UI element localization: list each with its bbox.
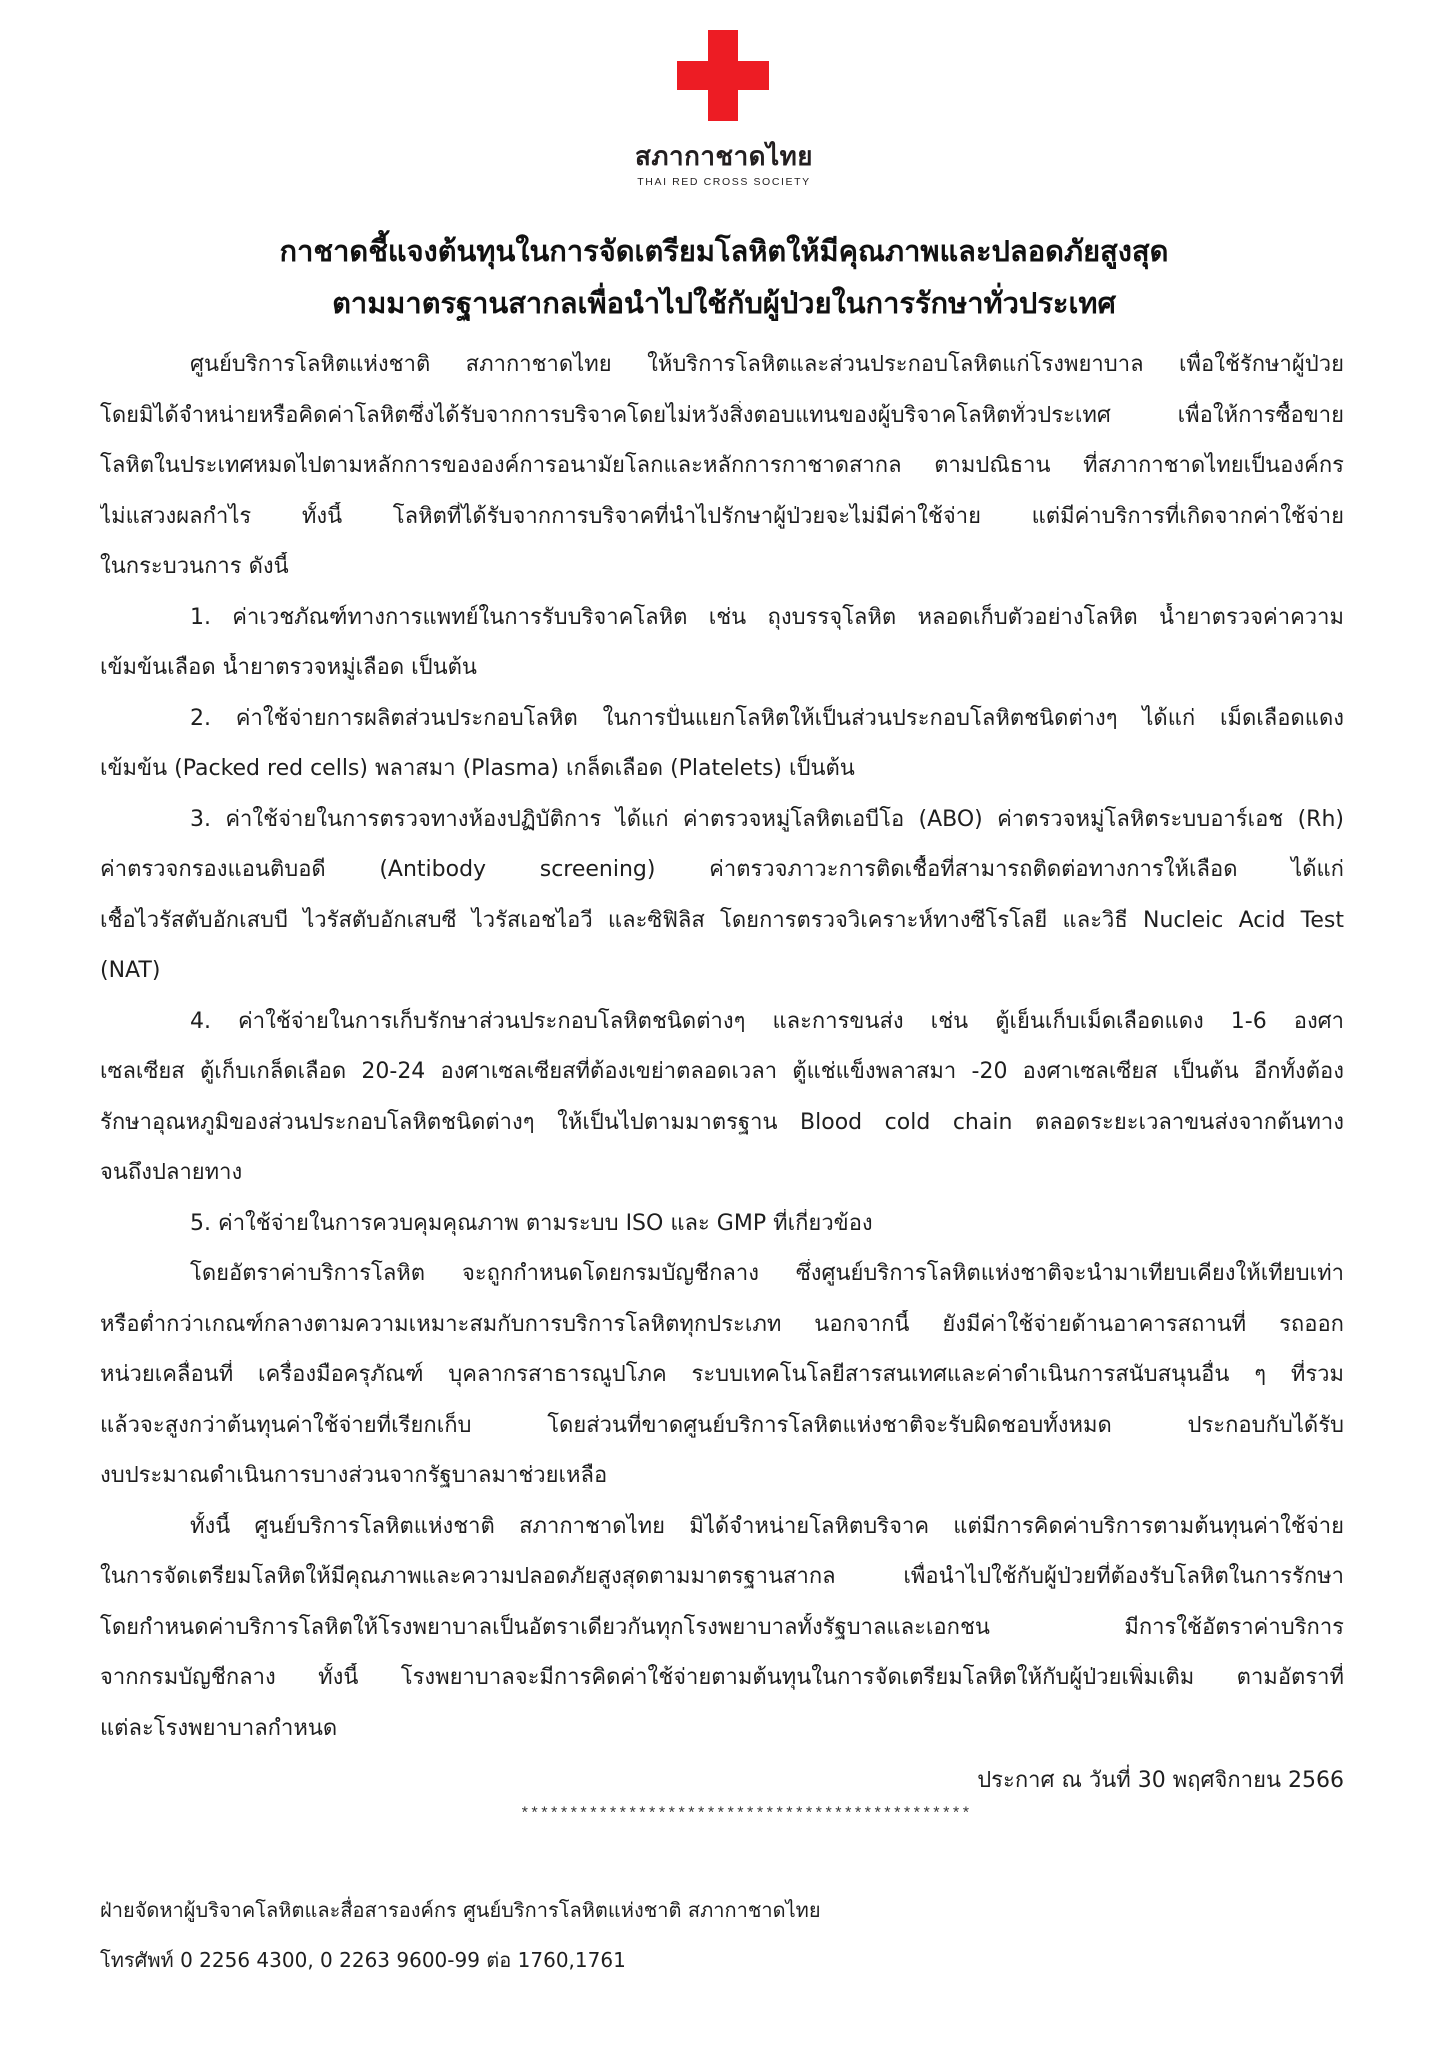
paragraph-line: จากกรมบัญชีกลาง ทั้งนี้ โรงพยาบาลจะมีการคิดค่าใช้จ่ายตามต้นทุนในการจัดเตรียมโลหิตให้กับผู้ป่วยเพิ่มเติม ตามอัตราที่ — [100, 1665, 1344, 1690]
footer-department: ฝ่ายจัดหาผู้บริจาคโลหิตและสื่อสารองค์กร ศูนย์บริการโลหิตแห่งชาติ สภากาชาดไทย — [100, 1898, 821, 1922]
footer-phone: โทรศัพท์ 0 2256 4300, 0 2263 9600-99 ต่อ 1760,1761 — [100, 1948, 626, 1972]
list-item-line: 4. ค่าใช้จ่ายในการเก็บรักษาส่วนประกอบโลหิตชนิดต่างๆ และการขนส่ง เช่น ตู้เย็นเก็บเม็ดเลือดแดง 1-6 องศา — [190, 1009, 1344, 1034]
document-title-line-2: ตามมาตรฐานสากลเพื่อนำไปใช้กับผู้ป่วยในการรักษาทั่วประเทศ — [332, 286, 1116, 320]
paragraph-line: แล้วจะสูงกว่าต้นทุนค่าใช้จ่ายที่เรียกเก็บ โดยส่วนที่ขาดศูนย์บริการโลหิตแห่งชาติจะรับผิดชอบทั้งหมด ประกอบกับได้รับ — [100, 1413, 1344, 1438]
paragraph-line: แต่ละโรงพยาบาลกำหนด — [100, 1716, 338, 1741]
paragraph-line: ในกระบวนการ ดังนี้ — [100, 554, 289, 579]
list-item-line: 5. ค่าใช้จ่ายในการควบคุมคุณภาพ ตามระบบ ISO และ GMP ที่เกี่ยวข้อง — [190, 1211, 873, 1236]
logo-name-english: THAI RED CROSS SOCIETY — [637, 176, 811, 188]
document-title-line-1: กาชาดชี้แจงต้นทุนในการจัดเตรียมโลหิตให้มีคุณภาพและปลอดภัยสูงสุด — [279, 234, 1169, 268]
paragraph-line: หน่วยเคลื่อนที่ เครื่องมือครุภัณฑ์ บุคลากรสาธารณูปโภค ระบบเทคโนโลยีสารสนเทศและค่าดำเนินการสนับสนุนอื่น ๆ ที่รวม — [100, 1362, 1344, 1387]
paragraph-line: งบประมาณดำเนินการบางส่วนจากรัฐบาลมาช่วยเหลือ — [100, 1463, 608, 1488]
paragraph-line: ทั้งนี้ ศูนย์บริการโลหิตแห่งชาติ สภากาชาดไทย มิได้จำหน่ายโลหิตบริจาค แต่มีการคิดค่าบริการตามต้นทุนค่าใช้จ่าย — [190, 1514, 1344, 1539]
list-item-line: จนถึงปลายทาง — [100, 1160, 243, 1185]
list-item-line: 2. ค่าใช้จ่ายการผลิตส่วนประกอบโลหิต ในการปั่นแยกโลหิตให้เป็นส่วนประกอบโลหิตชนิดต่างๆ ได้แก่ เม็ดเลือดแดง — [190, 706, 1344, 731]
paragraph-line: โดยอัตราค่าบริการโลหิต จะถูกกำหนดโดยกรมบัญชีกลาง ซึ่งศูนย์บริการโลหิตแห่งชาติจะนำมาเทียบเคียงให้เทียบเท่า — [190, 1261, 1344, 1286]
list-item-line: 3. ค่าใช้จ่ายในการตรวจทางห้องปฏิบัติการ ได้แก่ ค่าตรวจหมู่โลหิตเอบีโอ (ABO) ค่าตรวจหมู่โลหิตระบบอาร์เอช (Rh) — [190, 807, 1344, 832]
paragraph-line: ในการจัดเตรียมโลหิตให้มีคุณภาพและความปลอดภัยสูงสุดตามมาตรฐานสากล เพื่อนำไปใช้กับผู้ป่วยที่ต้องรับโลหิตในการรักษา — [100, 1564, 1344, 1589]
red-cross-icon — [677, 30, 769, 121]
list-item-line: รักษาอุณหภูมิของส่วนประกอบโลหิตชนิดต่างๆ ให้เป็นไปตามมาตรฐาน Blood cold chain ตลอดระยะเวลาขนส่งจากต้นทาง — [100, 1110, 1344, 1135]
paragraph-line: ไม่แสวงผลกำไร ทั้งนี้ โลหิตที่ได้รับจากการบริจาคที่นำไปรักษาผู้ป่วยจะไม่มีค่าใช้จ่าย แต่มีค่าบริการที่เกิดจากค่าใช้จ่าย — [100, 504, 1344, 529]
asterisk-separator: ********************************************** — [520, 1805, 971, 1823]
list-item-line: ค่าตรวจกรองแอนติบอดี (Antibody screening) ค่าตรวจภาวะการติดเชื้อที่สามารถติดต่อทางการให้เลือด ได้แก่ — [100, 857, 1344, 882]
paragraph-line: โลหิตในประเทศหมดไปตามหลักการขององค์การอนามัยโลกและหลักการกาชาดสากล ตามปณิธาน ที่สภากาชาดไทยเป็นองค์กร — [100, 453, 1344, 478]
red-cross-horizontal-bar — [677, 61, 769, 90]
list-item-line: เข้มข้นเลือด น้ำยาตรวจหมู่เลือด เป็นต้น — [100, 655, 477, 680]
paragraph-line: โดยมิได้จำหน่ายหรือคิดค่าโลหิตซึ่งได้รับจากการบริจาคโดยไม่หวังสิ่งตอบแทนของผู้บริจาคโลหิตทั่วประเทศ เพื่อให้การซื้อขาย — [100, 403, 1344, 428]
announcement-date: ประกาศ ณ วันที่ 30 พฤศจิกายน 2566 — [977, 1768, 1344, 1793]
paragraph-line: หรือต่ำกว่าเกณฑ์กลางตามความเหมาะสมกับการบริการโลหิตทุกประเภท นอกจากนี้ ยังมีค่าใช้จ่ายด้านอาคารสถานที่ รถออก — [100, 1312, 1344, 1337]
paragraph-line: ศูนย์บริการโลหิตแห่งชาติ สภากาชาดไทย ให้บริการโลหิตและส่วนประกอบโลหิตแก่โรงพยาบาล เพื่อใช้รักษาผู้ป่วย — [190, 352, 1344, 377]
paragraph-line: โดยกำหนดค่าบริการโลหิตให้โรงพยาบาลเป็นอัตราเดียวกันทุกโรงพยาบาลทั้งรัฐบาลและเอกชน มีการใช้อัตราค่าบริการ — [100, 1615, 1344, 1640]
list-item-line: เข้มข้น (Packed red cells) พลาสมา (Plasma) เกล็ดเลือด (Platelets) เป็นต้น — [100, 756, 855, 781]
list-item-line: (NAT) — [100, 958, 161, 983]
list-item-line: เชื้อไวรัสตับอักเสบบี ไวรัสตับอักเสบซี ไวรัสเอชไอวี และซิฟิลิส โดยการตรวจวิเคราะห์ทางซีโรโลยี และวิธี Nucleic Acid Test — [100, 908, 1344, 933]
logo-name-thai: สภากาชาดไทย — [634, 142, 814, 172]
list-item-line: เซลเซียส ตู้เก็บเกล็ดเลือด 20-24 องศาเซลเซียสที่ต้องเขย่าตลอดเวลา ตู้แช่แข็งพลาสมา -20 องศาเซลเซียส เป็นต้น อีกทั้งต้อง — [100, 1059, 1344, 1084]
list-item-line: 1. ค่าเวชภัณฑ์ทางการแพทย์ในการรับบริจาคโลหิต เช่น ถุงบรรจุโลหิต หลอดเก็บตัวอย่างโลหิต น้ำยาตรวจค่าความ — [190, 605, 1344, 630]
